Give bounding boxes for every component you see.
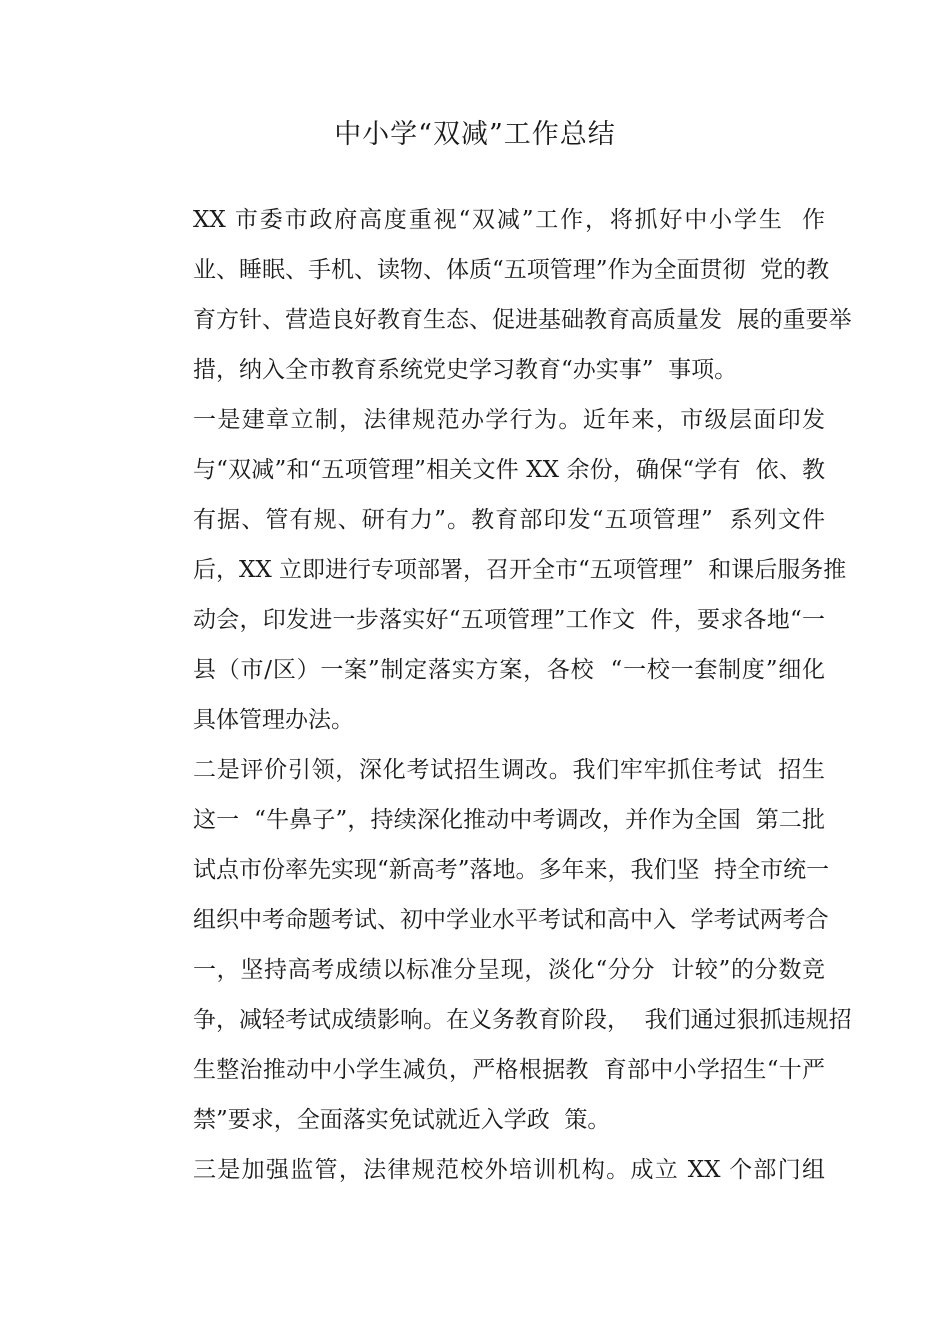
text-line: 具体管理办法。 — [193, 707, 354, 733]
text-line: 三是加强监管，法律规范校外培训机构。成立 XX 个部门组 — [193, 1157, 825, 1183]
text-line: 动会，印发进一步落实好“五项管理”工作文 件，要求各地“一 — [193, 607, 825, 633]
text-line: 一，坚持高考成绩以标准分呈现，淡化“分分 计较”的分数竞 — [193, 957, 825, 983]
paragraph-intro — [145, 195, 852, 395]
document-title: 中小学“双减”工作总结 — [334, 119, 616, 150]
text-line: 后，XX 立即进行专项部署，召开全市“五项管理” 和课后服务推 — [193, 557, 847, 583]
text-line: 这一 “牛鼻子”，持续深化推动中考调改，并作为全国 第二批 — [193, 807, 825, 833]
text-line: 与“双减”和“五项管理”相关文件 XX 余份，确保“学有 依、教 — [193, 457, 825, 483]
text-line: 措，纳入全市教育系统党史学习教育“办实事” 事项。 — [193, 357, 738, 383]
paragraph-regulation — [145, 395, 847, 745]
paragraph-evaluation — [145, 745, 852, 1145]
text-line: 试点市份率先实现“新高考”落地。多年来，我们坚 持全市统一 — [193, 857, 830, 883]
text-line: 县（市/区）一案”制定落实方案，各校 “一校一套制度”细化 — [193, 657, 825, 683]
text-line: 一是建章立制，法律规范办学行为。近年来，市级层面印发 — [193, 407, 825, 433]
text-line: 业、睡眠、手机、读物、体质“五项管理”作为全面贯彻 党的教 — [193, 257, 830, 283]
text-line: XX 市委市政府高度重视“双减”工作，将抓好中小学生 作 — [193, 207, 825, 233]
text-line: 组织中考命题考试、初中学业水平考试和高中入 学考试两考合 — [193, 907, 829, 933]
text-line: 禁”要求，全面落实免试就近入学政 策。 — [193, 1107, 611, 1133]
paragraph-supervision — [145, 1145, 825, 1195]
text-line: 育方针、营造良好教育生态、促进基础教育高质量发 展的重要举 — [193, 307, 852, 333]
document-body — [145, 195, 852, 1195]
text-line: 争，减轻考试成绩影响。在义务教育阶段， 我们通过狠抓违规招 — [193, 1007, 852, 1033]
text-line: 有据、管有规、研有力”。教育部印发“五项管理” 系列文件 — [193, 507, 825, 533]
text-line: 二是评价引领，深化考试招生调改。我们牢牢抓住考试 招生 — [193, 757, 825, 783]
text-line: 生整治推动中小学生减负，严格根据教 育部中小学招生“十严 — [193, 1057, 825, 1083]
